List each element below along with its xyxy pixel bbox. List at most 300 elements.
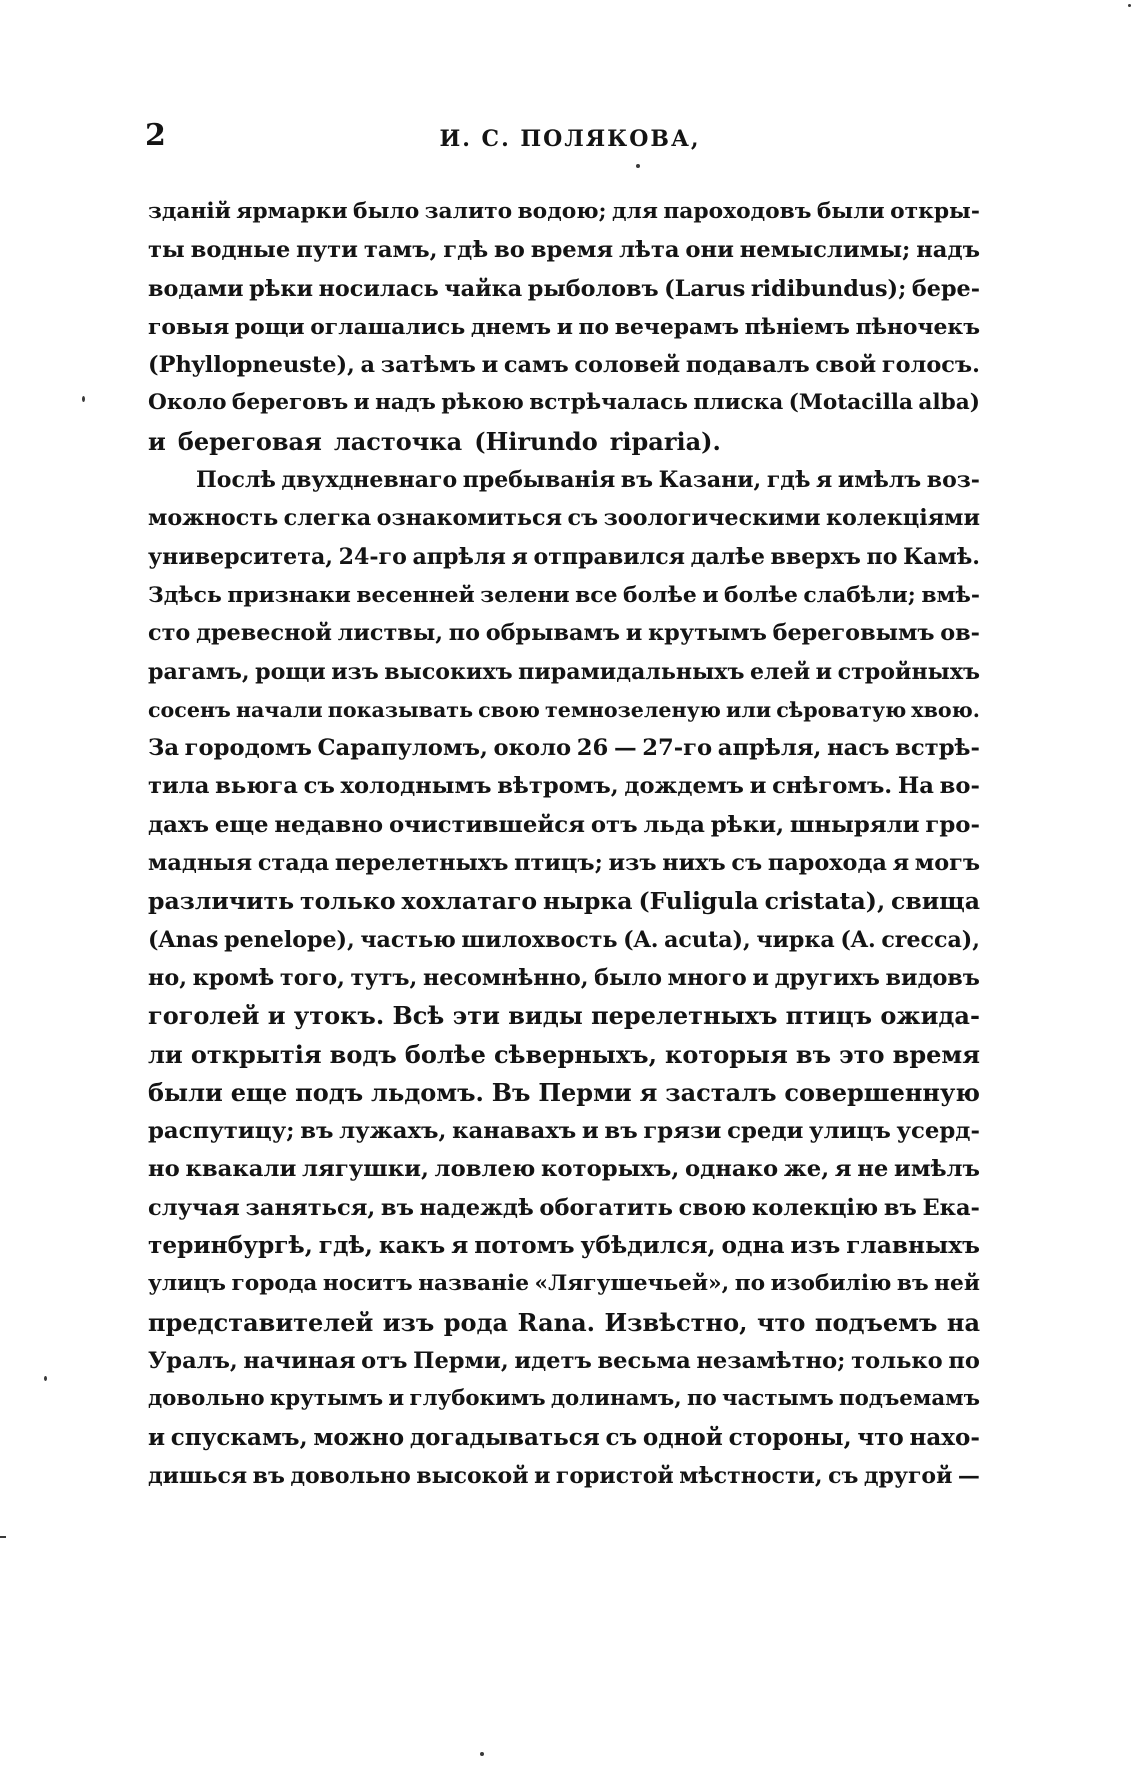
text-line (148, 423, 980, 461)
word: откры- (890, 199, 980, 224)
word: могъ (914, 850, 980, 877)
word: другой (863, 1462, 953, 1489)
text-line (148, 1112, 980, 1150)
word: penelope), (224, 926, 355, 953)
word: ridibundus); (750, 275, 907, 302)
word: зоологическими (603, 505, 821, 532)
word: ознакомиться (376, 505, 563, 532)
word: усерд- (896, 1118, 980, 1145)
word: (Phyllopneuste), (148, 352, 355, 379)
word: которыхъ, (540, 1156, 680, 1183)
word: различить (148, 887, 295, 916)
word: довольно (148, 1386, 265, 1412)
word: ов- (940, 620, 980, 647)
word: и (353, 390, 370, 416)
word: того, (279, 964, 345, 991)
word: темнозеленую (545, 697, 721, 722)
word: гдѣ (766, 467, 811, 494)
word: и (581, 1118, 599, 1145)
word: свою (478, 697, 540, 722)
word: стройныхъ (837, 658, 980, 685)
word: стороны, (728, 1423, 852, 1451)
word: надъ (916, 237, 980, 264)
word: что (756, 1307, 806, 1337)
scan-speck (480, 1752, 484, 1756)
text-line (148, 1036, 980, 1074)
word: засталъ (665, 1077, 777, 1107)
word: Послѣ (196, 467, 276, 494)
word: открытія (190, 1039, 322, 1069)
word: въ (795, 1039, 831, 1069)
word: шилохвость (461, 926, 618, 953)
word: ярмарки (236, 199, 348, 224)
word: мадныя (148, 850, 253, 877)
word: еще (214, 811, 269, 838)
word: болѣе (623, 581, 697, 608)
word: на (946, 1307, 980, 1337)
word: ловлею (434, 1156, 536, 1183)
word: только (851, 1347, 943, 1374)
word: случая (148, 1194, 240, 1221)
word: Казани, (658, 467, 762, 494)
word: хвою. (911, 697, 980, 722)
word: можность (148, 505, 279, 532)
word: встрѣ- (895, 735, 980, 762)
word: совершенную (784, 1077, 980, 1107)
word: птицъ (785, 1001, 873, 1031)
word: листвы, (337, 620, 444, 647)
word: 27-го (642, 735, 713, 762)
word: подавалъ (685, 352, 810, 379)
word: изъ (331, 658, 379, 685)
page-number: 2 (145, 118, 166, 153)
word: одной (642, 1423, 723, 1451)
word: во (494, 237, 525, 264)
word: болѣе (404, 1039, 486, 1069)
word: cristata), (764, 887, 886, 916)
word: рыболовъ (527, 275, 659, 302)
word: признаки (227, 581, 351, 608)
word: я (834, 1156, 852, 1183)
word: но (148, 1156, 180, 1183)
word: заняться, (245, 1194, 376, 1221)
word: показывать (327, 697, 474, 722)
word: изъ (608, 850, 657, 877)
word: водою; (517, 199, 607, 224)
word: потомъ (474, 1232, 575, 1260)
word: перелетныхъ (334, 850, 509, 877)
word: или (726, 697, 772, 722)
word: время (892, 1039, 980, 1069)
text-line (148, 499, 980, 537)
word: подъемъ (814, 1307, 938, 1337)
word: и (752, 964, 769, 991)
word: ласточка (333, 426, 463, 456)
word: носитъ (322, 1271, 413, 1297)
word: ожида- (880, 1001, 980, 1031)
word: и (148, 1423, 166, 1451)
word: около (493, 735, 572, 762)
word: плиска (693, 390, 784, 416)
word: crecca), (881, 926, 980, 953)
word: дождемъ (624, 773, 744, 800)
text-line (148, 1189, 980, 1227)
word: (Larus (664, 275, 746, 302)
word: пребыванія (462, 467, 616, 494)
word: свою (678, 1194, 747, 1221)
word: какъ (378, 1232, 446, 1260)
word: высокихъ (384, 658, 513, 685)
word: были (148, 1077, 223, 1107)
text-line (148, 844, 980, 882)
text-line (148, 767, 980, 805)
word: самъ (503, 352, 569, 379)
text-line (148, 1074, 980, 1112)
text-line (148, 806, 980, 844)
word: которыя (665, 1039, 788, 1069)
word: водъ (329, 1039, 397, 1069)
scan-speck (1128, 4, 1131, 7)
word: надъ (375, 390, 436, 416)
text-line (148, 614, 980, 652)
word: зданій (148, 199, 231, 224)
word: по (866, 543, 898, 570)
word: alba) (918, 390, 980, 416)
word: мѣстности, (679, 1462, 823, 1489)
word: и (815, 658, 833, 685)
word: имѣлъ (893, 1156, 980, 1183)
word: Перми, (413, 1347, 509, 1374)
word: (A. (623, 926, 659, 953)
word: другихъ (774, 964, 880, 991)
word: частью (360, 926, 456, 953)
word: можно (313, 1423, 405, 1451)
word: дишься (148, 1462, 248, 1489)
word: береговымъ (772, 620, 935, 647)
word: крутымъ (269, 1386, 384, 1412)
word: береговъ (231, 390, 349, 416)
word: нырка (542, 887, 633, 916)
word: льдомъ. (371, 1077, 484, 1107)
word: я (451, 1232, 469, 1260)
word: рода (443, 1307, 509, 1337)
text-line (148, 576, 980, 614)
word: стада (257, 850, 330, 877)
word: — (957, 1462, 980, 1489)
word: свой (815, 352, 877, 379)
word: недавно (274, 811, 384, 838)
word: рощи (255, 658, 326, 685)
word: въ (380, 1194, 414, 1221)
word: изобилію (770, 1271, 892, 1297)
word: въ (604, 1118, 638, 1145)
word: отъ (590, 811, 638, 838)
text-line (148, 1380, 980, 1418)
word: въ (300, 1118, 334, 1145)
word: нихъ (662, 850, 726, 877)
word: я (816, 467, 833, 494)
word: парохода (767, 850, 887, 877)
word: пароходовъ (663, 199, 812, 224)
text-line (148, 959, 980, 997)
word: riparia). (609, 426, 721, 456)
word: весьма (597, 1347, 691, 1374)
word: гоголей (148, 1001, 260, 1031)
word: еще (230, 1077, 288, 1107)
word: апрѣля (412, 543, 506, 570)
word: гдѣ, (318, 1232, 373, 1260)
word: видовъ (885, 964, 980, 991)
word: обогатить (539, 1194, 673, 1221)
word: пирамидальныхъ (518, 658, 745, 685)
word: но, (148, 964, 187, 991)
word: лужахъ, (339, 1118, 447, 1145)
word: рагамъ, (148, 658, 250, 685)
word: по (686, 1386, 717, 1412)
word: догадываться (409, 1423, 600, 1451)
word: зелени (480, 581, 570, 608)
word: и (534, 1462, 551, 1489)
text-line (148, 653, 980, 691)
text-line (148, 1342, 980, 1380)
word: вверхъ (770, 543, 861, 570)
text-line (148, 461, 980, 499)
word: виды (508, 1001, 583, 1031)
word: были (816, 199, 885, 224)
word: незамѣтно; (696, 1347, 846, 1374)
word: я (511, 543, 528, 570)
word: все (575, 581, 618, 608)
word: ли (148, 1039, 183, 1069)
word: елей (749, 658, 811, 685)
text-line (148, 997, 980, 1035)
word: утокъ. (293, 1001, 385, 1031)
word: улицъ (148, 1271, 226, 1297)
word: по (948, 1347, 980, 1374)
word: Сарапуломъ, (317, 735, 488, 762)
word: отъ (361, 1347, 408, 1374)
word: (Hirundo (474, 426, 598, 456)
word: залито (424, 199, 513, 224)
text-line (148, 384, 980, 422)
word: рѣкою (441, 390, 524, 416)
word: хохлатаго (401, 887, 538, 916)
word: лѣта (618, 237, 680, 264)
scan-speck (636, 164, 640, 168)
word: и (702, 581, 719, 608)
word: acuta), (664, 926, 751, 953)
word: слабѣли; (803, 581, 916, 608)
word: крутымъ (648, 620, 767, 647)
word: птицъ; (514, 850, 603, 877)
word: За (148, 735, 180, 762)
word: сѣроватую (776, 697, 907, 722)
word: апрѣля, (717, 735, 822, 762)
word: съ (303, 773, 335, 800)
word: водами (148, 275, 244, 302)
word: сосенъ (148, 697, 231, 722)
word: по (734, 1271, 766, 1297)
word: убѣдился, (580, 1232, 716, 1260)
word: и (556, 313, 573, 340)
text-line (148, 270, 980, 308)
word: Ека- (922, 1194, 980, 1221)
text-line (148, 1457, 980, 1495)
word: начиная (243, 1347, 356, 1374)
word: лягушки, (302, 1156, 429, 1183)
word: тила (148, 773, 210, 800)
word: городомъ (184, 735, 312, 762)
word: и (388, 1386, 405, 1412)
word: водные (190, 237, 291, 264)
word: время (530, 237, 614, 264)
text-line (148, 691, 980, 729)
word: и (749, 773, 767, 800)
word: говыя (148, 313, 230, 340)
word: квакали (185, 1156, 297, 1183)
word: береговая (177, 426, 322, 456)
word: главныхъ (846, 1232, 980, 1260)
word: пути (296, 237, 358, 264)
word: въ (883, 1194, 917, 1221)
word: Всѣ (392, 1001, 445, 1031)
word: теринбургѣ, (148, 1232, 313, 1260)
word: по (448, 620, 480, 647)
word: — (613, 735, 637, 762)
word: же, (783, 1156, 830, 1183)
word: (Anas (148, 926, 219, 953)
word: Уралъ, (148, 1347, 238, 1374)
word: было (594, 964, 662, 991)
word: весенней (356, 581, 475, 608)
word: и (267, 1001, 286, 1031)
word: и (481, 352, 499, 379)
word: Извѣстно, (604, 1307, 748, 1337)
word: несомнѣнно, (422, 964, 589, 991)
word: снѣгомъ. (772, 773, 893, 800)
word: съ (567, 505, 599, 532)
word: дахъ (148, 811, 210, 838)
word: перелетныхъ (591, 1001, 778, 1031)
word: среди (727, 1118, 804, 1145)
word: гдѣ (443, 237, 489, 264)
word: чайка (444, 275, 523, 302)
word: вечерамъ (614, 313, 739, 340)
word: высокой (416, 1462, 529, 1489)
word: оглашались (310, 313, 466, 340)
word: затѣмъ (380, 352, 476, 379)
word: надеждѣ (419, 1194, 534, 1221)
word: въ (252, 1462, 285, 1489)
word: (Fuligula (638, 887, 759, 916)
word: въ (620, 467, 653, 494)
word: пѣночекъ (855, 313, 980, 340)
word: колекціями (825, 505, 980, 532)
word: ней (934, 1271, 980, 1297)
word: встрѣчалась (529, 390, 688, 416)
word: имѣлъ (837, 467, 922, 494)
word: отправился (533, 543, 686, 570)
word: названіе (418, 1271, 529, 1297)
word: двухдневнаго (281, 467, 458, 494)
word: свища (891, 887, 980, 916)
word: Около (148, 390, 227, 416)
running-head: И. С. ПОЛЯКОВА, (439, 126, 701, 152)
word: сѣверныхъ, (494, 1039, 657, 1069)
word: немыслимы; (739, 237, 911, 264)
word: частымъ (722, 1386, 834, 1412)
word: съ (731, 850, 763, 877)
word: для (612, 199, 658, 224)
word: только (299, 887, 396, 916)
word: во- (939, 773, 980, 800)
word: вьюга (215, 773, 298, 800)
word: однако (684, 1156, 779, 1183)
word: Перми (538, 1077, 632, 1107)
word: гористой (555, 1462, 674, 1489)
word: холоднымъ (340, 773, 492, 800)
word: это (839, 1039, 885, 1069)
word: Въ (491, 1077, 531, 1107)
word: Здѣсь (148, 581, 222, 608)
word: ты (148, 237, 185, 264)
word: и (148, 426, 166, 456)
word: пѣніемъ (744, 313, 850, 340)
word: (A. (840, 926, 876, 953)
text-line (148, 729, 980, 767)
word: я (639, 1077, 658, 1107)
word: тутъ, (350, 964, 418, 991)
word: и (625, 620, 643, 647)
scan-speck (0, 1536, 6, 1538)
word: голосъ. (881, 352, 980, 379)
word: бере- (911, 275, 980, 302)
text-line (148, 231, 980, 269)
body-text (148, 193, 980, 1495)
word: долинамъ, (550, 1386, 682, 1412)
word: они (685, 237, 734, 264)
word: древесной (196, 620, 332, 647)
word: гро- (925, 811, 980, 838)
text-line (148, 882, 980, 920)
word: начали (235, 697, 323, 722)
scan-speck (82, 396, 85, 402)
text-line (148, 1265, 980, 1303)
word: въ (896, 1271, 929, 1297)
word: сто (148, 620, 191, 647)
text-line (148, 193, 980, 231)
word: глубокимъ (409, 1386, 546, 1412)
word: слегка (283, 505, 372, 532)
word: 26 (576, 735, 609, 762)
word: рѣки, (710, 811, 785, 838)
word: рѣки (249, 275, 314, 302)
word: На (897, 773, 934, 800)
word: не (857, 1156, 889, 1183)
word: подъ (295, 1077, 364, 1107)
word: много (667, 964, 747, 991)
word: съ (828, 1462, 859, 1489)
text-line (148, 921, 980, 959)
word: университета, (148, 543, 333, 570)
word: тамъ, (363, 237, 438, 264)
word: шныряли (789, 811, 920, 838)
word: вѣтромъ, (497, 773, 619, 800)
word: эти (452, 1001, 500, 1031)
word: чирка (756, 926, 835, 953)
word: съ (605, 1423, 638, 1451)
word: довольно (290, 1462, 411, 1489)
